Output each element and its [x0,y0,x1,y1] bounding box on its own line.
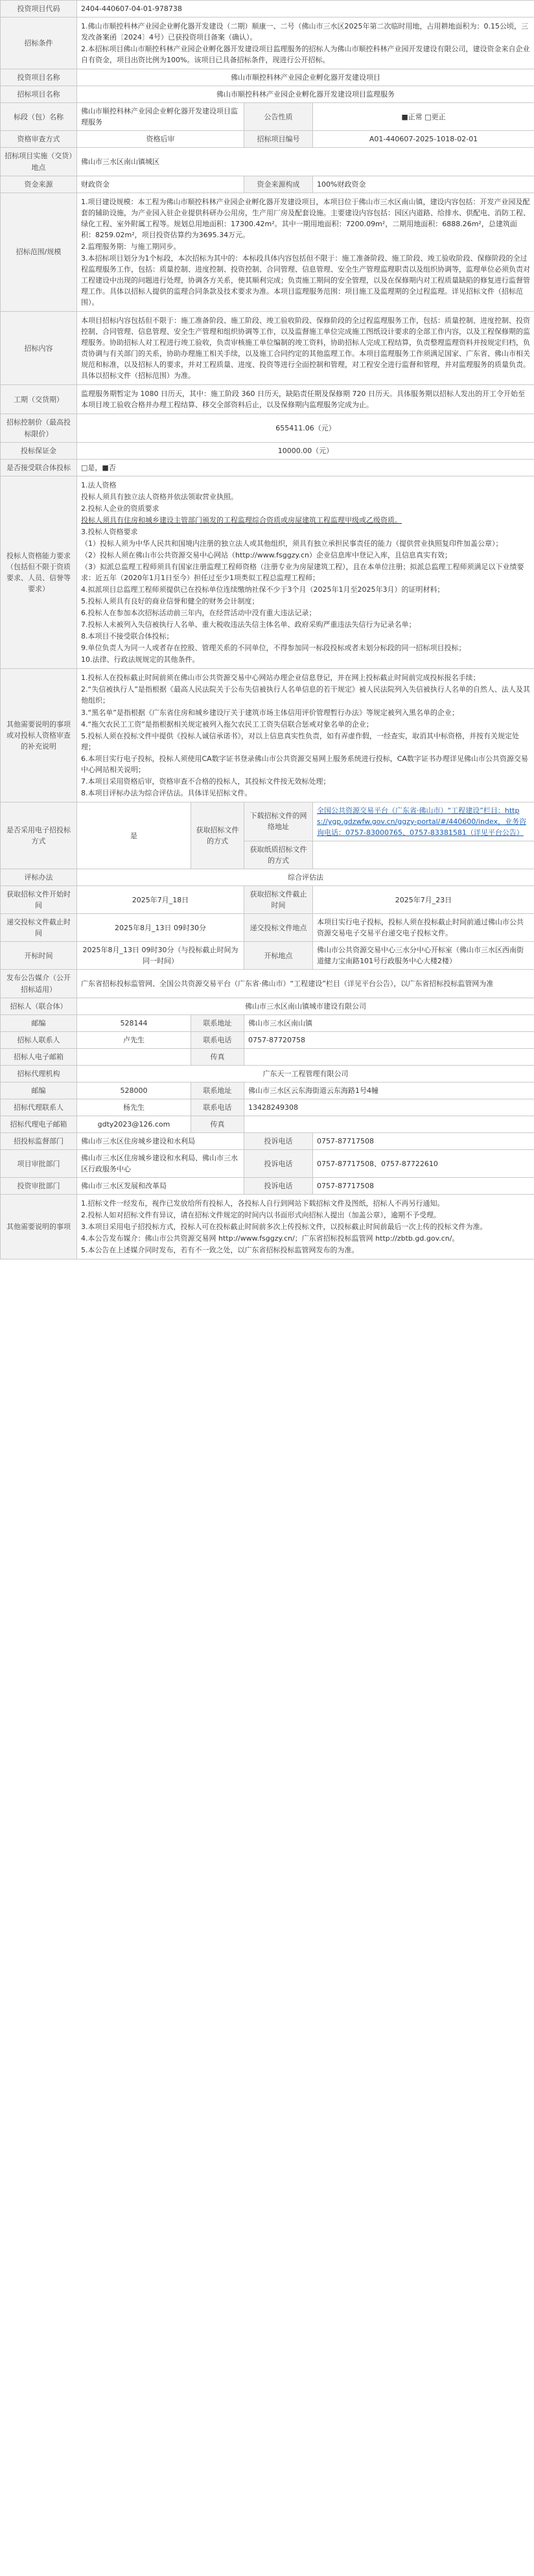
agency-email-label: 招标代理电子邮箱 [1,1116,77,1132]
doc-start-label: 获取招标文件开始时间 [1,886,77,914]
other-notes-label: 其他需要说明的事项 [1,1195,77,1259]
project-name-value: 佛山市顺控科林产业园企业孵化器开发建设项目 [77,69,534,86]
bidder-req-para-3: 2.投标人企业的资质要求 [81,504,159,513]
funding-source: 财政资金 [77,176,244,193]
tenderer-addr-value: 佛山市三水区南山镇 [244,1014,534,1031]
bidder-req-para-5: 3.投标人资格要求 [81,527,138,536]
row-bid-conditions [1,18,534,69]
deadline-value: 2025年8月_13日 09时30分 [77,914,244,942]
bidder-req-label: 投标人资格能力要求（包括但不限于资质要求、人员、信誉等要求） [1,476,77,669]
ceiling-price-value: 655411.06（元） [77,414,534,442]
bidder-req-para-12: 7.投标人未被列入失信被执行人名单、重大税收违法失信主体名单、政府采购严重违法失信行为记录名单； [81,620,416,629]
bid-code-value: A01-440607-2025-1018-02-01 [313,131,534,148]
agency-contact-value: 杨先生 [77,1099,191,1116]
bidder-req-para-11: 6.投标人在参加本次招标活动前三年内，在经营活动中没有重大违法记录； [81,609,316,618]
funding-ratio-label: 资金来源构成 [244,176,313,193]
agency-zip-label: 邮编 [1,1082,77,1099]
tenderer-email-label: 招标人电子邮箱 [1,1048,77,1065]
bid-content-para-1: 本项目招标内容包括但不限于：施工准备阶段、施工阶段、竣工验收阶段、保修阶段的全过程监理服务工作，包括：质量控制、进度控制、投资控制、合同管理、信息管理、安全生产管理和组织协调等工作，以及监督施工单位完成施工图纸设计要求的全部工作内容，以及工程保修期的监理服务。协助招标人对工程进行竣工验收，负责审核施工单位编制的竣工资料，协助招标人完成工程结算，负责整理监理资料并按规定归档，负责协调与有关部门的关系，协助办理施工相关手续，以及施工合同约定的其他监理工作。本项目监理服务工作须满足国家、广东省、佛山市相关规范和标准，以及招标人的要求，并对工程质量、进度、投资等进行全面控制和管理，对工程安全进行监督和管理，并对监理服务的质量负责。具体以招标文件（招标范围）为准。 [81,316,530,381]
audit-supervisor-tel-value: 0757-87717508 [313,1178,534,1195]
duration-label: 工期（交货期） [1,385,77,414]
other-notes-para-3: 3.本项目采用电子招投标方式，投标人可在投标截止时间前多次上传投标文件，以投标截止时间前最后一次上传的投标文件为准。 [81,1223,487,1232]
other-req-para-7: 7.本项目采用资格后审，资格审查不合格的投标人，其投标文件按无效标处理； [81,777,331,786]
audit-supervisor-value: 佛山市三水区发展和改革局 [77,1178,244,1195]
tender-notice [0,0,534,1259]
bidder-req-para-7: （2）投标人须在佛山市公共资源交易中心网站（http://www.fsggzy.cn）企业信息库中登记入库，且信息真实有效； [81,550,452,559]
row-tenderer-address [1,1014,534,1031]
other-req-value [77,669,534,802]
agency-fax-label: 传真 [191,1116,244,1132]
bid-supervisor-tel-value: 0757-87717508 [313,1132,534,1149]
row-audit-supervisor [1,1178,534,1195]
other-notes-para-4: 4.本公告发布媒介：佛山市公共资源交易网 http://www.fsggzy.cn/；广东省招标投标监管网 http://zbtb.gd.gov.cn/。 [81,1234,459,1243]
row-project-name [1,69,534,86]
row-package [1,103,534,131]
row-project-code [1,1,534,18]
bidder-req-para-14: 9.单位负责人为同一人或者存在控股、管理关系的不同单位，不得参加同一标段投标或者未划分标段的同一招标项目投标； [81,644,466,653]
industry-supervisor-value: 佛山市三水区住房城乡建设和水利局、佛山市三水区行政服务中心 [77,1149,244,1177]
notice-type-value: ■正常 □更正 [313,103,534,131]
package-value: 佛山市顺控科林产业园企业孵化器开发建设项目监理服务 [77,103,244,131]
tenderer-email-value [77,1048,191,1065]
bid-project-name-value: 佛山市顺控科林产业园企业孵化器开发建设项目监理服务 [77,86,534,103]
doc-start-value: 2025年7月_18日 [77,886,244,914]
opening-value: 2025年8月_13日 09时30分（与投标截止时间为同一时间） [77,942,244,970]
consortium-label: 是否接受联合体投标 [1,459,77,476]
tenderer-tel-value: 0757-87720758 [244,1031,534,1048]
bid-content-value [77,312,534,385]
bid-conditions-para-2: 2.本招标项目佛山市顺控科林产业园企业孵化器开发建设项目监理服务的招标人为佛山市顺控科林产业园开发建设有限公司，建设资金来自企业自有资金，项目出资比例为100%。该项目已具备招标条件，现进行公开招标。 [81,45,530,65]
agency-contact-label: 招标代理联系人 [1,1099,77,1116]
row-agency [1,1065,534,1082]
other-req-para-3: 3.“黑名单”是指根据《广东省住房和城乡建设厅关于建筑市场主体信用评价管理暂行办法》等规定被列入黑名单的企业； [81,708,459,717]
eval-method-label: 评标办法 [1,869,77,886]
bidder-req-para-1: 1.法人资格 [81,480,117,489]
row-agency-contact [1,1099,534,1116]
project-code-value: 2404-440607-04-01-978738 [77,1,534,18]
other-notes-para-2: 2.投标人如对招标文件有异议，请在招标文件规定的时间内以书面形式向招标人提出（加盖公章），逾期不予受理。 [81,1211,441,1220]
audit-supervisor-tel-label: 投诉电话 [244,1178,313,1195]
deposit-value: 10000.00（元） [77,442,534,459]
row-location [1,148,534,176]
download-url-link[interactable]: 全国公共资源交易平台（广东省·佛山市）“工程建设”栏目：https://ygp.gdzwfw.gov.cn/ggzy-portal/#/440600/index，业务咨询电话：0757-83000765、0757-83381581（详见平台公告） [317,806,527,837]
bidder-req-para-10: 5.投标人须具有良好的商业信誉和健全的财务会计制度； [81,597,259,606]
row-bidder-requirements [1,476,534,669]
industry-supervisor-label: 项目审批部门 [1,1149,77,1177]
row-deadline [1,914,534,942]
tenderer-zip-value: 528144 [77,1014,191,1031]
tenderer-value: 佛山市三水区南山镇城市建设有限公司 [77,998,534,1014]
row-other-requirements [1,669,534,802]
row-deposit [1,442,534,459]
opening-place-value: 佛山市公共资源交易中心三水分中心开标室（佛山市三水区西南街道健力宝南路101号行政服务中心大楼2楼） [313,942,534,970]
submit-place-value: 本项目实行电子投标，投标人须在投标截止时间前通过佛山市公共资源交易电子交易平台递交电子投标文件。 [313,914,534,942]
bidder-req-para-6: （1）投标人须为中华人民共和国境内注册的独立法人或其他组织，须具有独立承担民事责任的能力（提供营业执照复印件加盖公章）； [81,539,503,548]
bid-supervisor-label: 招投标监督部门 [1,1132,77,1149]
row-eval-method [1,869,534,886]
bid-content-label: 招标内容 [1,312,77,385]
notice-type-label: 公告性质 [244,103,313,131]
e-bidding-label: 是否采用电子招投标方式 [1,802,77,869]
submit-place-label: 递交投标文件地点 [244,914,313,942]
scope-para-2: 2.监理服务期：与施工期同步。 [81,242,181,251]
row-bid-content [1,312,534,385]
scope-label: 招标范围/规模 [1,193,77,311]
row-tenderer-contact [1,1031,534,1048]
funding-label: 资金来源 [1,176,77,193]
tenderer-fax-value [244,1048,534,1065]
row-doc-time [1,886,534,914]
media-value: 广东省招标投标监管网、全国公共资源交易平台（广东省·佛山市）“工程建设”栏目（详见平台公告），以广东省招标投标监管网为准 [77,970,534,998]
project-name-label: 投资项目名称 [1,69,77,86]
agency-zip-value: 528000 [77,1082,191,1099]
row-scope [1,193,534,311]
bid-supervisor-value: 佛山市三水区住房城乡建设和水利局 [77,1132,244,1149]
bidder-req-para-8: （3）拟派总监理工程师须具有国家注册监理工程师资格（注册专业为房屋建筑工程），且在本单位注册；拟派总监理工程师须满足以下业绩要求：近五年（2020年1月1日至今）担任过至少1项类似工程总监理工程师； [81,562,524,583]
bidder-req-para-4: 投标人须具有住房和城乡建设主管部门颁发的工程监理综合资质或房屋建筑工程监理甲级或乙级资质。 [81,515,402,524]
ceiling-price-label: 招标控制价（最高投标限价） [1,414,77,442]
funding-ratio-value: 100%财政资金 [313,176,534,193]
other-notes-value [77,1195,534,1259]
other-req-para-5: 5.投标人须在投标文件中提供《投标人诚信承诺书》，对以上信息真实性负责，如有弄虚作假，一经查实，取消其中标资格，并按有关规定处理； [81,731,519,751]
bidder-req-para-2: 投标人须具有独立法人资格并依法领取营业执照。 [81,492,238,501]
bidder-req-value [77,476,534,669]
bid-project-name-label: 招标项目名称 [1,86,77,103]
row-industry-supervisor [1,1149,534,1177]
location-value: 佛山市三水区南山镇城区 [77,148,534,176]
other-req-para-8: 8.本项目评标办法为综合评估法。具体详见招标文件。 [81,788,252,797]
scope-para-3: 3.本招标项目划分为1个标段，本次招标为其中的：本标段具体内容包括但不限于：施工准备阶段、施工阶段、竣工验收阶段、保修阶段的全过程监理服务工作，包括：质量控制、进度控制、投资控制、合同管理、信息管理、安全生产管理监理职责以及组织协调等，监理单位必须负责对工程建设中出现的问题进行处理，协调各方关系，使其顺利完成；负责施工期间的安全管理，以及在保修期内对工程质量缺陷的修复进行监督管理工作。具体以招标人提供的监理合同条款及技术要求为准。本项目监理服务范围：项目施工及监理期的全过程监理。详见招标文件（招标范围）。 [81,253,530,307]
bidder-req-para-15: 10.法律、行政法规规定的其他条件。 [81,655,200,664]
tenderer-fax-label: 传真 [191,1048,244,1065]
row-funding [1,176,534,193]
row-e-bidding [1,802,534,841]
agency-email-value: gdty2023@126.com [77,1116,191,1132]
deposit-label: 投标保证金 [1,442,77,459]
eval-method-value: 综合评估法 [77,869,534,886]
tenderer-label: 招标人（联合体） [1,998,77,1014]
bid-conditions-para-1: 1.佛山市顺控科林产业园企业孵化器开发建设（二期）顺康一、二号（佛山市三水区2025年第二次临时用地，占用耕地面积为：0.15公顷，三发改备案函〔2024〕4号）已获投资项目备案（确认）。 [81,22,528,42]
scope-para-1: 1.项目建设规模：本工程为佛山市顺控科林产业园企业孵化器开发建设项目，本项目位于佛山市三水区南山镇，建设内容包括：开发产业园及配套的辅助设施，为产业园入驻企业提供科研办公用房，生产用厂房及配套设施。主要建设内容包括：园区内道路、给排水、供配电、消防工程、绿化工程、室外附属工程等。规划总用地面积：17300.42m²。其中一期用地面积：7200.09m²，二期用地面积：6888.26m²，总建筑面积：8259.02m²，项目投资估算约为3695.34万元。 [81,197,530,239]
row-media [1,970,534,998]
tenderer-zip-label: 邮编 [1,1014,77,1031]
tenderer-contact-value: 卢先生 [77,1031,191,1048]
other-req-label: 其他需要说明的事项或对投标人资格审查的补充说明 [1,669,77,802]
row-ceiling-price [1,414,534,442]
tenderer-contact-label: 招标人联系人 [1,1031,77,1048]
row-agency-address [1,1082,534,1099]
media-label: 发布公告媒介（公开招标适用） [1,970,77,998]
bid-conditions-label: 招标条件 [1,18,77,69]
industry-supervisor-tel-value: 0757-87717508、0757-87722610 [313,1149,534,1177]
agency-addr-value: 佛山市三水区云东海街道云东海路1号4幢 [244,1082,534,1099]
bidder-req-para-9: 4.拟派项目总监理工程师须提供已在投标单位连续缴纳社保不少于3个月（2025年1月至2025年3月）的证明材料； [81,585,445,594]
notice-table [0,0,534,1259]
consortium-value: □是，■否 [77,459,534,476]
doc-end-label: 获取招标文件截止时间 [244,886,313,914]
paper-doc-label: 获取纸质招标文件的方式 [244,841,313,869]
doc-end-value: 2025年7月_23日 [313,886,534,914]
other-notes-para-5: 5.本公告在上述媒介同时发布，若有不一致之处，以广东省招标投标监管网发布的为准。 [81,1246,359,1255]
duration-para-1: 监理服务期暂定为 1080 日历天，其中：施工阶段 360 日历天，缺陷责任期及保修期 720 日历天。具体服务期以招标人发出的开工令开始至本项目竣工验收合格并办理工程结算、移交全部资料后止，以及保修期内监理服务完成为止。 [81,390,525,410]
location-label: 招标项目实施（交货）地点 [1,148,77,176]
scope-value [77,193,534,311]
download-url-label: 下载招标文件的网络地址 [244,802,313,841]
get-method-label: 获取招标文件的方式 [191,802,244,869]
duration-value [77,385,534,414]
other-req-para-1: 1.投标人在投标截止时间前须在佛山市公共资源交易中心网站办理企业信息登记，并在网上投标截止时间前完成投标报名手续； [81,673,480,683]
industry-supervisor-tel-label: 投诉电话 [244,1149,313,1177]
qualification-label: 资格审查方式 [1,131,77,148]
deadline-label: 递交投标文件截止时间 [1,914,77,942]
agency-fax-value [244,1116,534,1132]
bidder-req-para-13: 8.本项目不接受联合体投标； [81,632,174,641]
agency-tel-value: 13428249308 [244,1099,534,1116]
other-notes-para-1: 1.招标文件一经发布，视作已发放给所有投标人，各投标人自行到网站下载招标文件及图纸，招标人不再另行通知。 [81,1199,445,1208]
other-req-para-6: 6.本项目实行电子投标，投标人须使用CA数字证书登录佛山市公共资源交易网上服务系统进行投标，CA数字证书办理详见佛山市公共资源交易中心网站相关说明； [81,754,528,774]
row-bid-project-name [1,86,534,103]
project-code-label: 投资项目代码 [1,1,77,18]
opening-place-label: 开标地点 [244,942,313,970]
other-req-para-2: 2.“失信被执行人”是指根据《最高人民法院关于公布失信被执行人名单信息的若干规定》被人民法院列入失信被执行人名单的自然人、法人及其他组织； [81,685,530,705]
audit-supervisor-label: 投资审批部门 [1,1178,77,1195]
package-label: 标段（包）名称 [1,103,77,131]
agency-tel-label: 联系电话 [191,1099,244,1116]
row-consortium [1,459,534,476]
row-qualification [1,131,534,148]
bid-conditions-value [77,18,534,69]
agency-addr-label: 联系地址 [191,1082,244,1099]
row-tenderer [1,998,534,1014]
row-duration [1,385,534,414]
row-agency-email [1,1116,534,1132]
bid-supervisor-tel-label: 投诉电话 [244,1132,313,1149]
agency-label: 招标代理机构 [1,1065,77,1082]
paper-doc-value [313,841,534,869]
agency-value: 广东天一工程管理有限公司 [77,1065,534,1082]
row-bid-supervisor [1,1132,534,1149]
tenderer-tel-label: 联系电话 [191,1031,244,1048]
e-bidding-value: 是 [77,802,191,869]
row-tenderer-email [1,1048,534,1065]
row-opening [1,942,534,970]
tenderer-addr-label: 联系地址 [191,1014,244,1031]
bid-code-label: 招标项目编号 [244,131,313,148]
qualification-value: 资格后审 [77,131,244,148]
other-req-para-4: 4.“拖欠农民工工资”是指根据相关规定被列入拖欠农民工工资失信联合惩戒对象名单的企业； [81,720,373,729]
download-url-value[interactable] [313,802,534,841]
opening-label: 开标时间 [1,942,77,970]
row-other-notes [1,1195,534,1259]
